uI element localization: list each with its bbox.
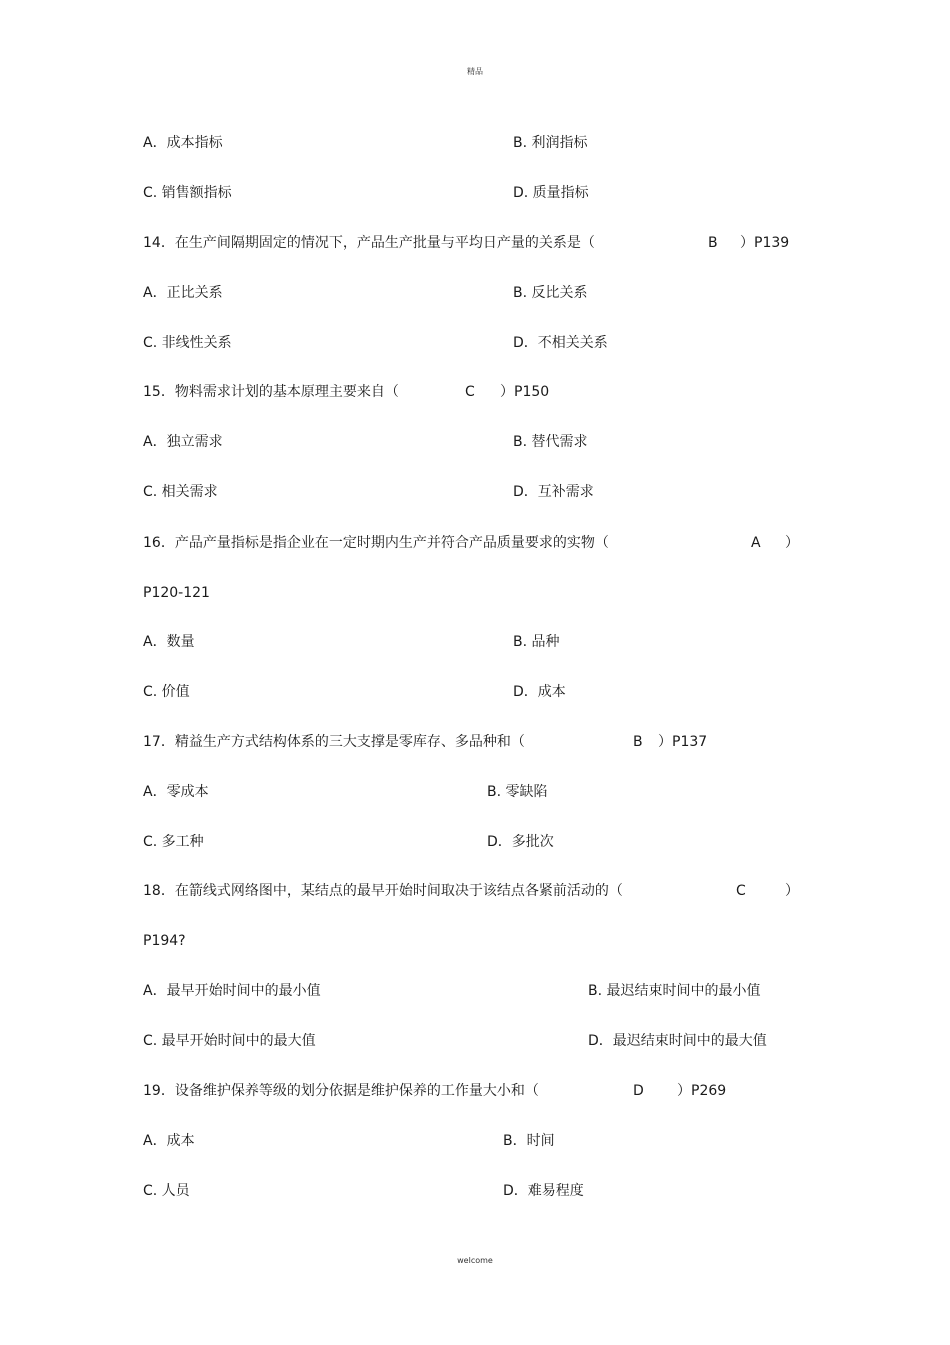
page-reference: ）P269: [677, 1083, 727, 1099]
answer-letter: D: [633, 1083, 644, 1099]
question-stem: 17．精益生产方式结构体系的三大支撑是零库存、多品种和（: [143, 734, 525, 750]
option-a: A．成本指标: [143, 135, 223, 151]
page-header: 精品: [467, 67, 483, 76]
page-reference: P120-121: [143, 585, 210, 601]
option-a: A．正比关系: [143, 285, 223, 301]
option-c: C. 销售额指标: [143, 185, 232, 201]
option-a: A．最早开始时间中的最小值: [143, 983, 321, 999]
option-b: B. 替代需求: [513, 434, 588, 450]
option-d: D．最迟结束时间中的最大值: [588, 1033, 767, 1049]
option-c: C. 非线性关系: [143, 335, 232, 351]
option-d: D．互补需求: [513, 484, 594, 500]
answer-letter: C: [465, 384, 475, 400]
option-d: D．成本: [513, 684, 566, 700]
option-d: D．多批次: [487, 834, 554, 850]
question-stem: 16．产品产量指标是指企业在一定时期内生产并符合产品质量要求的实物（: [143, 535, 609, 551]
page-reference: ）P137: [658, 734, 708, 750]
page-reference: P194?: [143, 933, 186, 949]
option-b: B．时间: [503, 1133, 555, 1149]
option-a: A．零成本: [143, 784, 209, 800]
option-c: C. 人员: [143, 1183, 190, 1199]
closing-paren: ）: [785, 535, 799, 551]
closing-paren: ）: [785, 883, 799, 899]
question-stem: 14．在生产间隔期固定的情况下，产品生产批量与平均日产量的关系是（: [143, 235, 595, 251]
answer-letter: B: [633, 734, 643, 750]
option-d: D. 质量指标: [513, 185, 589, 201]
option-c: C. 多工种: [143, 834, 204, 850]
option-c: C. 价值: [143, 684, 190, 700]
option-d: D．不相关关系: [513, 335, 608, 351]
answer-letter: B: [708, 235, 718, 251]
question-stem: 15．物料需求计划的基本原理主要来自（: [143, 384, 399, 400]
option-b: B. 零缺陷: [487, 784, 548, 800]
option-b: B. 反比关系: [513, 285, 588, 301]
answer-letter: A: [751, 535, 761, 551]
option-a: A．数量: [143, 634, 195, 650]
option-b: B. 最迟结束时间中的最小值: [588, 983, 761, 999]
question-stem: 18．在箭线式网络图中，某结点的最早开始时间取决于该结点各紧前活动的（: [143, 883, 623, 899]
option-b: B. 利润指标: [513, 135, 588, 151]
option-b: B. 品种: [513, 634, 560, 650]
answer-letter: C: [736, 883, 746, 899]
option-a: A．成本: [143, 1133, 195, 1149]
option-d: D．难易程度: [503, 1183, 584, 1199]
option-c: C. 最早开始时间中的最大值: [143, 1033, 316, 1049]
page-reference: ）P150: [500, 384, 550, 400]
page-footer: welcome: [457, 1256, 493, 1265]
option-a: A．独立需求: [143, 434, 223, 450]
option-c: C. 相关需求: [143, 484, 218, 500]
page-reference: ）P139: [740, 235, 790, 251]
question-stem: 19．设备维护保养等级的划分依据是维护保养的工作量大小和（: [143, 1083, 539, 1099]
